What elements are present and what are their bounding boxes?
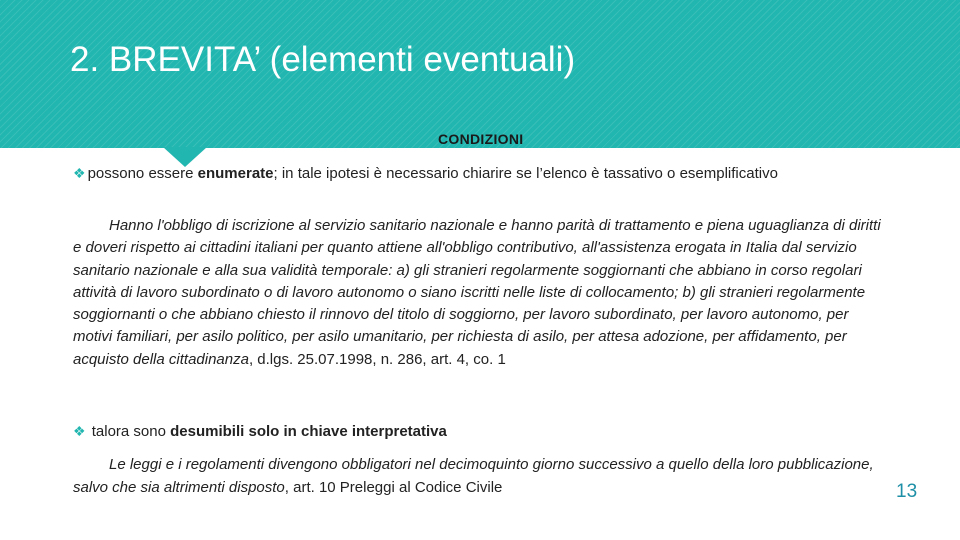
- page-number: 13: [896, 481, 918, 502]
- bullet-interpretative: [73, 421, 873, 442]
- bullet1-emphasis: enumerate: [197, 165, 274, 182]
- bullet1-text-after: ; in tale ipotesi è necessario chiarire se l’elenco è tassativo o esemplificativo: [273, 165, 778, 182]
- dove-icon: ❖: [73, 165, 86, 181]
- dove-icon: ❖: [73, 423, 86, 439]
- quote2-citation: , art. 10 Preleggi al Codice Civile: [284, 479, 503, 496]
- section-subheading: CONDIZIONI: [438, 131, 524, 147]
- bullet2-emphasis: desumibili solo in chiave interpretativa: [170, 423, 447, 440]
- example-quote-2: [73, 453, 893, 499]
- quote1-citation: , d.lgs. 25.07.1998, n. 286, art. 4, co. 1: [248, 350, 506, 368]
- slide-title: 2. BREVITA’ (elementi eventuali): [70, 40, 576, 79]
- quote2-text: Le leggi e i regolamenti divengono obbligatori nel decimoquinto giorno successivo a quello della loro pubblicazione, salvo che sia altrimenti disposto: [73, 456, 874, 496]
- bullet2-text-before: talora sono: [87, 423, 171, 440]
- bullet-enumerate: [73, 163, 853, 184]
- example-quote-1: [73, 215, 888, 371]
- quote1-text: Hanno l'obbligo di iscrizione al servizio sanitario nazionale e hanno parità di trattamento e piena uguaglianza di diritti e doveri rispetto ai cittadini italiani per quanto attiene all'obbligo contributivo, all'assistenza erogata in Italia dal servizio sanitario nazionale e alla sua validità temporale: a) gli stranieri regolarmente soggiornanti che abbiano in corso regolari attività di lavoro subordinato o di lavoro autonomo o siano iscritti nelle liste di collocamento; b) gli stranieri regolarmente soggiornanti o che abbiano chiesto il rinnovo del titolo di soggiorno, per lavoro subordinato, per lavoro autonomo, per motivi familiari, per asilo politico, per asilo umanitario, per richiesta di asilo, per attesa adozione, per affidamento, per acquisto della cittadinanza: [73, 217, 881, 368]
- bullet1-text-before: possono essere: [87, 165, 198, 182]
